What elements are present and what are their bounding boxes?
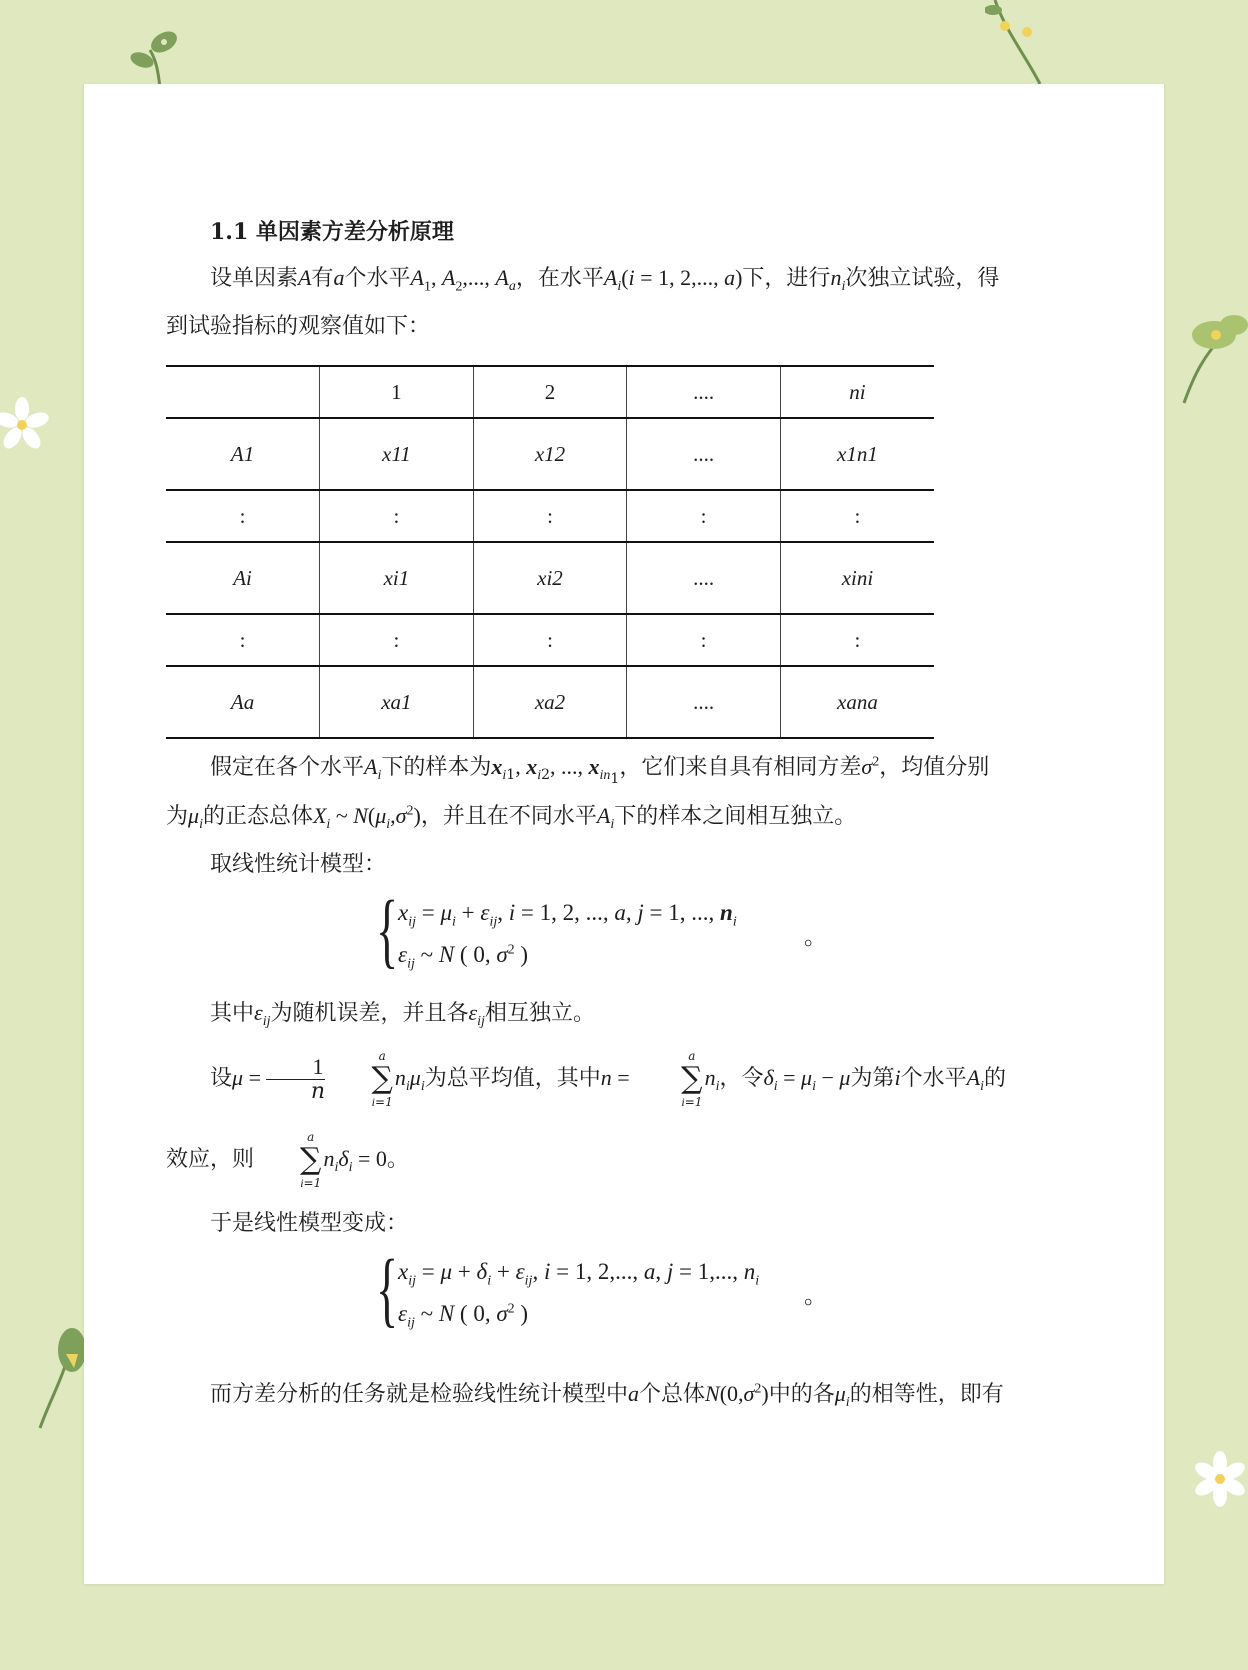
flower-left-decoration <box>0 390 60 460</box>
table-row <box>166 418 934 490</box>
table-cell: xi2 <box>473 542 627 614</box>
table-cell: x12 <box>473 418 627 490</box>
mean-paragraph: 设μ = $\frac{1}{n}$ a ∑ i=1 $n_i\mu_i$为总平均值，其中n = a ∑ i=1 $n_i$，令$\delta_i = \mu_i - \mu$为第i个水平$A_i$的效应，则 a ∑ i=1 $n_i\delta_i = 0$。 <box>166 1049 1006 1190</box>
table-row <box>166 490 934 542</box>
branch-top-left-decoration <box>120 20 200 90</box>
assumption-paragraph: 假定在各个水平$A_i$下的样本为$x_{i1}$, $x_{i2}$, ..., $x_{in_1}$，它们来自具有相同方差$\sigma^2$，均值分别为$\mu_i$的正态总体$X_i$ ~ $N(\mu_i,\sigma^2)$，并且在不同水平$A_i$下的样本之间相互独立。 <box>166 754 990 833</box>
branch-top-right-decoration <box>985 0 1055 84</box>
table-cell: xa2 <box>473 666 627 738</box>
section-heading: 1.1 单因素方差分析原理 <box>210 219 454 245</box>
table-cell: .... <box>627 542 781 614</box>
document-body <box>166 210 1008 1419</box>
model-equation-2: $\varepsilon_{ij}$ ~ N ( 0, $\sigma^2$ ) <box>398 942 529 972</box>
table-cell: .... <box>627 666 781 738</box>
table-row <box>166 614 934 666</box>
model2-intro: 于是线性模型变成： <box>210 1211 409 1236</box>
table-cell: : <box>780 614 934 666</box>
intro-paragraph: 设单因素A有a个水平$A_1$, $A_2$,..., $A_a$，在水平$A_i(i = 1$, 2,..., a)下，进行$n_i$次独立试验，得到试验指标的观察值如下： <box>166 265 1000 339</box>
table-cell: x1n1 <box>780 418 934 490</box>
table-cell: .... <box>627 418 781 490</box>
table-cell: xini <box>780 542 934 614</box>
table-row <box>166 542 934 614</box>
table-cell: Aa <box>166 666 320 738</box>
table-cell: A1 <box>166 418 320 490</box>
flower-right-decoration <box>1186 1445 1248 1515</box>
model-equation-1: $x_{ij} = \mu_i + \varepsilon_{ij}$, i = 1, 2, ..., a, j = 1, ..., $n_i$ <box>398 900 737 930</box>
model2-equation-1: $x_{ij} = \mu + \delta_i + \varepsilon_{ij}$, i = 1, 2,..., a, j = 1,..., $n_i$ <box>398 1259 760 1289</box>
table-cell: x11 <box>320 418 474 490</box>
table-cell: : <box>473 490 627 542</box>
table-cell: : <box>780 490 934 542</box>
table-cell: ni <box>780 366 934 418</box>
table-cell: 1 <box>320 366 474 418</box>
table-cell <box>166 366 320 418</box>
bud-left-decoration <box>30 1320 84 1430</box>
table-header-row <box>166 366 934 418</box>
period: 。 <box>804 924 827 949</box>
table-cell: : <box>320 490 474 542</box>
error-paragraph: 其中$\varepsilon_{ij}$为随机误差，并且各$\varepsilon_{ij}$相互独立。 <box>210 1000 595 1030</box>
table-cell: : <box>166 490 320 542</box>
table-cell: : <box>320 614 474 666</box>
model-intro: 取线性统计模型： <box>210 852 387 877</box>
table-cell: xa1 <box>320 666 474 738</box>
observation-table <box>166 365 934 739</box>
table-cell: : <box>627 614 781 666</box>
period: 。 <box>804 1283 827 1308</box>
table-cell: xana <box>780 666 934 738</box>
leaf-right-decoration <box>1164 305 1248 405</box>
left-brace: { <box>376 1243 399 1336</box>
linear-model-system-2 <box>376 1243 1008 1340</box>
table-cell: : <box>166 614 320 666</box>
table-cell: : <box>473 614 627 666</box>
model2-equation-2: $\varepsilon_{ij}$ ~ N ( 0, $\sigma^2$ ) <box>398 1301 529 1331</box>
table-cell: 2 <box>473 366 627 418</box>
table-cell: Ai <box>166 542 320 614</box>
table-cell: .... <box>627 366 781 418</box>
left-brace: { <box>376 884 399 977</box>
linear-model-system <box>376 884 1008 981</box>
table-cell: : <box>627 490 781 542</box>
table-row <box>166 666 934 738</box>
task-paragraph: 而方差分析的任务就是检验线性统计模型中a个总体$N(0,\sigma^2)$中的各$\mu_i$的相等性，即有 <box>210 1381 1004 1411</box>
table-cell: xi1 <box>320 542 474 614</box>
